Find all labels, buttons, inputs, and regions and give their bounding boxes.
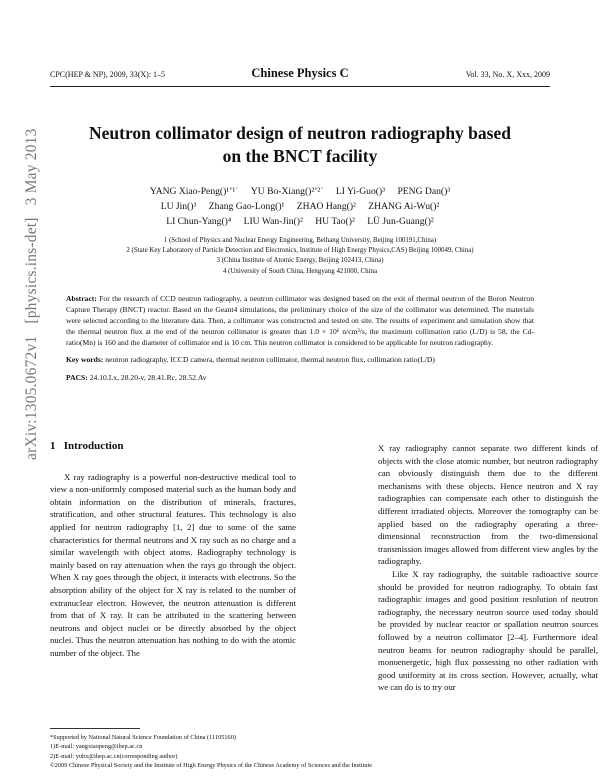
footnotes bbox=[50, 728, 373, 771]
header-divider bbox=[50, 86, 550, 87]
author-list bbox=[80, 184, 520, 229]
affiliation: 3 (China Institute of Atomic Energy, Beijing 102413, China) bbox=[216, 257, 384, 265]
title-line: Neutron collimator design of neutron radiography based bbox=[89, 123, 511, 143]
author-row bbox=[80, 184, 520, 199]
affiliation: 2 (State Key Laboratory of Particle Detection and Electronics, Institute of High Energy Physics,CAS) Beijing 100049, China) bbox=[126, 247, 474, 255]
author: YU Bo-Xiang()²ʼ²ʾ bbox=[250, 186, 324, 197]
footnote-rule bbox=[50, 728, 140, 729]
section-number: 1 bbox=[50, 440, 56, 452]
footnote: 2)E-mail: yubx@ihep.ac.cn(corresponding author) bbox=[50, 752, 178, 760]
footnote: *Supported by National Natural Science Foundation of China (11105160) bbox=[50, 734, 236, 741]
author: YANG Xiao-Peng()¹ʼ¹ʾ bbox=[149, 186, 239, 197]
running-header bbox=[50, 66, 550, 82]
author-row bbox=[80, 199, 520, 214]
affiliation: 4 (University of South China, Hengyang 421000, China bbox=[222, 267, 378, 275]
keywords bbox=[66, 354, 534, 365]
author: LÜ Jun-Guang()² bbox=[367, 216, 434, 227]
author: LI Chun-Yang()⁴ bbox=[166, 216, 232, 227]
arxiv-category: [physics.ins-det] bbox=[23, 217, 40, 324]
arxiv-id: arXiv:1305.0672v1 bbox=[23, 335, 40, 460]
author: ZHANG Ai-Wu()² bbox=[368, 201, 440, 212]
paragraph: X ray radiography is a powerful non-destructive medical tool to view a non-uniformly composed material such as the human body and obtain information on the distribution of minerals, fractures, stratification, and other structural features. This technology is also applied for neutron radiography [1, 2] due to some of the same characteristics for thermal neutrons and X ray such as no charge and a similar wavelength with object atoms. Radiography technology is mainly based on ray attenuation when the rays go through the object. When X ray goes through the object, it interacts with electrons. So the absorption ability of the object for X ray is related to the number of extranuclear electron. However, the neutron attenuation is different from that of X ray. It can be attributed to the scattering between neutrons and object nuclei or be directly absorbed by the object nuclei. Thus the neutron attenuation has nothing to do with the atomic number of the object. The bbox=[50, 471, 296, 658]
author: PENG Dan()³ bbox=[397, 186, 451, 197]
footnote: ©2009 Chinese Physical Society and the Institute of High Energy Physics of the Chinese Academy of Sciences and the Institute bbox=[50, 762, 373, 770]
arxiv-date: 3 May 2013 bbox=[23, 128, 40, 206]
header-volume: Vol. 33, No. X, Xxx, 2009 bbox=[465, 70, 550, 79]
author: ZHAO Hang()² bbox=[296, 201, 356, 212]
author-row bbox=[80, 214, 520, 229]
footnote: 1)E-mail: yangxiaopeng@ihep.ac.cn bbox=[50, 743, 143, 751]
header-citation: CPC(HEP & NP), 2009, 33(X): 1–5 bbox=[50, 70, 166, 79]
author: Zhang Gao-Long()¹ bbox=[208, 201, 285, 212]
keywords-label: Key words: bbox=[66, 355, 104, 365]
right-column bbox=[378, 442, 598, 694]
abstract bbox=[66, 293, 534, 348]
abstract-block bbox=[66, 293, 534, 389]
affiliations bbox=[40, 236, 560, 277]
pacs bbox=[66, 372, 534, 383]
section-heading bbox=[50, 440, 296, 453]
abstract-label: Abstract: bbox=[66, 294, 97, 303]
paragraph: X ray radiography cannot separate two different kinds of objects with the close atomic number, but neutron radiography can obviously distinguish them due to the different mechanisms with these objects. Hence neutron and X ray radiographies can compensate each other to distinguish the different irradiated objects. Moreover the tomography can be applied based on the radiography operating a three-dimensional reconstruction from the two-dimensional transmission images allowed from different view angles by the radiography. bbox=[378, 443, 598, 567]
title-line: on the BNCT facility bbox=[222, 146, 378, 166]
paper-title bbox=[50, 122, 550, 168]
section-title: Introduction bbox=[63, 440, 124, 452]
author: LI Yi-Guo()³ bbox=[335, 186, 386, 197]
left-column bbox=[50, 440, 296, 660]
author: LU Jin()³ bbox=[160, 201, 197, 212]
affiliation: 1 (School of Physics and Nuclear Energy Engineering, Beihang University, Beijing 100191,China) bbox=[163, 237, 437, 244]
pacs-text: 24.10.Lx, 28.20-v, 28.41.Rc, 28.52.Av bbox=[89, 372, 207, 382]
keywords-text: neutron radiography, ICCD camera, thermal neutron collimator, thermal neutron flux, collimation ratio(L/D) bbox=[105, 355, 435, 365]
header-journal: Chinese Physics C bbox=[251, 66, 349, 80]
pacs-label: PACS: bbox=[66, 372, 88, 382]
arxiv-stamp bbox=[23, 128, 41, 460]
author: LIU Wan-Jin()² bbox=[243, 216, 303, 227]
abstract-text: For the research of CCD neutron radiography, a neutron collimator was designed based on the exit of thermal neutron of the Boron Neutron Capture Therapy (BNCT) reactor. Based on the Geant4 simulations, the preliminary choice of the size of the collimator was determined. The materials were selected according to the literature data. Then, a collimator was constructed and tested on site. The results of experiment and simulation show that the thermal neutron flux at the end of the neutron collimator is greater than 1.0 × 10⁶ n/cm²/s, the maximum collimation ratio (L/D) is 58, the Cd-ratio(Mn) is 160 and the diameter of collimator end is 10 cm. This neutron collimator is considered to be applicable for neutron radiography. bbox=[66, 294, 534, 348]
paragraph: Like X ray radiography, the suitable radioactive source should be provided for neutron radiography. To obtain fast radiographic images and good position resolution of neutron radiography, the necessary neutron source used today should be provided by nuclear reactor or spallation neutron sources followed by a neutron collimator [2–4]. Furthermore ideal neutron beams for neutron radiography should be parallel, monoenergetic, high flux possessing no other radiation with good uniformity at its cross section. However, actually, what we can do is to try our bbox=[378, 568, 598, 693]
author: HU Tao()² bbox=[315, 216, 355, 227]
